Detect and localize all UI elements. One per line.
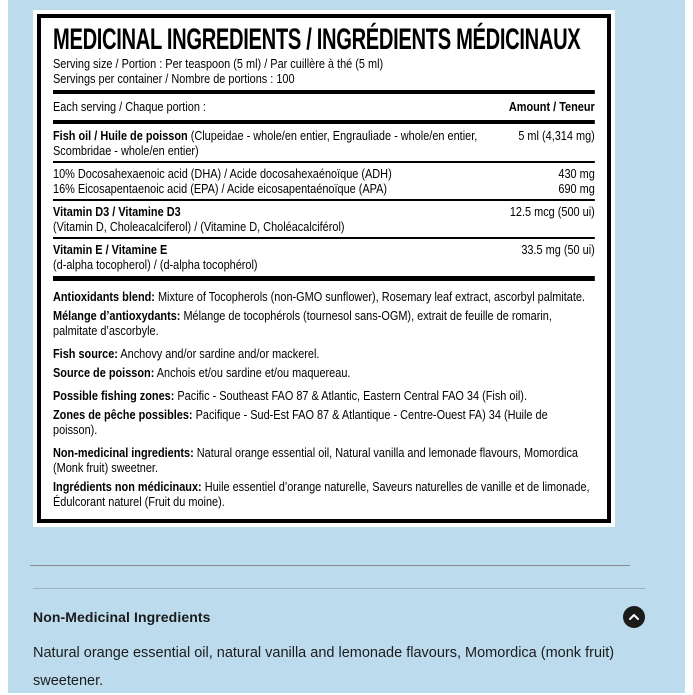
vitamin-e-name: Vitamin E / Vitamine E (d-alpha tocopherol) / (d-alpha tocophérol) — [53, 242, 258, 272]
servings-per-container-line: Servings per container / Nombre de portions : 100 — [53, 71, 295, 86]
vitamin-d3-name: Vitamin D3 / Vitamine D3 (Vitamin D, Choleacalciferol) / (Vitamine D, Choléacalciférol) — [53, 204, 345, 234]
accordion-header-non-medicinal[interactable] — [33, 603, 645, 631]
table-header-right: Amount / Teneur — [508, 99, 595, 114]
fish-oil-amount: 5 ml (4,314 mg) — [518, 128, 595, 143]
divider-thin — [53, 237, 595, 239]
label-border-box — [37, 14, 611, 523]
table-row-dha — [53, 166, 595, 181]
dha-amount: 430 mg — [558, 166, 595, 181]
table-row-fish-oil — [53, 128, 595, 158]
fish-oil-name: Fish oil / Huile de poisson (Clupeidae - whole/en entier, Engrauliade - whole/en entier, Scombridae - whole/en entier) — [53, 128, 478, 158]
table-row-epa — [53, 181, 595, 196]
divider-thin — [53, 161, 595, 163]
paragraph-antioxidants-en: Antioxidants blend: Mixture of Tocopherols (non-GMO sunflower), Rosemary leaf extract, ascorbyl palmitate. — [53, 289, 586, 304]
chevron-up-icon — [629, 613, 639, 621]
label-bottom-divider — [30, 565, 630, 566]
label-title: MEDICINAL INGREDIENTS / INGRÉDIENTS MÉDICINAUX — [53, 23, 581, 56]
paragraph-fish-source-en: Fish source: Anchovy and/or sardine and/or mackerel. — [53, 346, 320, 361]
accordion-title: Non-Medicinal Ingredients — [33, 609, 211, 625]
divider-heavy — [53, 276, 595, 281]
table-header-left: Each serving / Chaque portion : — [53, 99, 206, 114]
paragraph-non-medicinal-en: Non-medicinal ingredients: Natural orange essential oil, Natural vanilla and lemonade flavours, Momordica (Monk fruit) sweetner. — [53, 445, 578, 475]
divider-thick — [53, 120, 595, 124]
paragraph-fish-source-fr: Source de poisson: Anchois et/ou sardine et/ou maquereau. — [53, 365, 351, 380]
paragraph-antioxidants-fr: Mélange d’antioxydants: Mélange de tocophérols (tournesol sans-OGM), extrait de feuille de romarin, palmitate d’ascorbyle. — [53, 308, 552, 338]
divider-thin — [53, 199, 595, 201]
table-row-vitamin-d3 — [53, 204, 595, 234]
serving-size-line: Serving size / Portion : Per teaspoon (5 ml) / Par cuillère à thé (5 ml) — [53, 56, 384, 71]
epa-label: 16% Eicosapentaenoic acid (EPA) / Acide eicosapentaénoïque (APA) — [53, 181, 388, 196]
accordion-top-divider — [33, 588, 645, 589]
accordion-collapse-button[interactable] — [623, 606, 645, 628]
divider-thick — [53, 90, 595, 94]
supplement-facts-label — [33, 10, 615, 527]
dha-label: 10% Docosahexaenoic acid (DHA) / Acide docosahexaénoïque (ADH) — [53, 166, 392, 181]
vitamin-e-amount: 33.5 mg (50 ui) — [521, 242, 595, 257]
paragraph-fishing-zones-fr: Zones de pêche possibles: Pacifique - Sud-Est FAO 87 & Atlantique - Centre-Ouest FA) 34 (Huile de poisson). — [53, 407, 548, 437]
table-row-vitamin-e — [53, 242, 595, 272]
epa-amount: 690 mg — [558, 181, 595, 196]
vitamin-d3-amount: 12.5 mcg (500 ui) — [509, 204, 595, 219]
paragraph-non-medicinal-fr: Ingrédients non médicinaux: Huile essentiel d’orange naturelle, Saveurs naturelles de vanille et de limonade, Édulcorant naturel (Fruit du moine). — [53, 479, 590, 509]
accordion-body-text: Natural orange essential oil, natural vanilla and lemonade flavours, Momordica (monk fruit) sweetener. — [33, 645, 615, 689]
table-header-row — [53, 98, 595, 116]
paragraph-fishing-zones-en: Possible fishing zones: Pacific - Southeast FAO 87 & Atlantic, Eastern Central FAO 34 (Fish oil). — [53, 388, 527, 403]
